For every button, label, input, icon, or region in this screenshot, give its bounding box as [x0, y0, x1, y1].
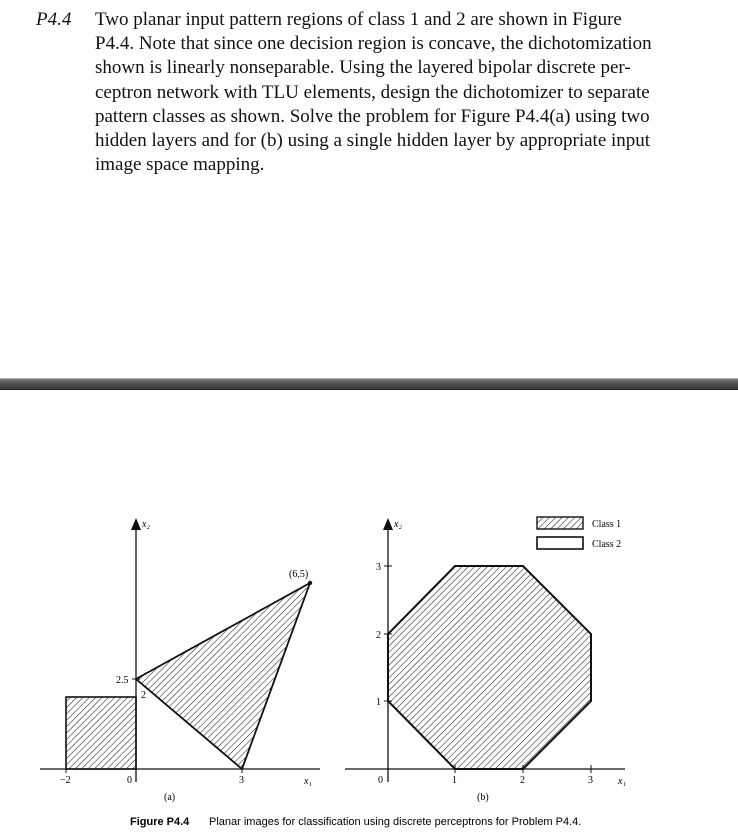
legend — [537, 517, 621, 550]
panel-b — [345, 518, 626, 803]
panel-a-point-label: (6,5) — [289, 569, 309, 580]
problem-line: Two planar input pattern regions of class 1 and 2 are shown in Figure — [95, 9, 622, 30]
caption-text: Planar images for classification using discrete perceptrons for Problem P4.4. — [209, 816, 582, 828]
figure-svg — [0, 500, 738, 833]
panel-a-x-axis-label: x₁ — [304, 776, 312, 787]
panel-a-y-tick-label: 2 — [141, 690, 146, 701]
problem-line: shown is linearly nonseparable. Using the layered bipolar discrete per- — [95, 57, 631, 79]
panel-b-y-arrow-icon — [383, 518, 393, 530]
panel-a-y-arrow-icon — [131, 518, 141, 530]
problem-number: P4.4 — [36, 9, 72, 30]
problem-line: ceptron network with TLU elements, design the dichotomizer to separate — [95, 81, 650, 103]
panel-b-origin-label: 0 — [378, 775, 383, 786]
figure-p4-4 — [0, 500, 738, 833]
panel-b-y-axis-label: x₂ — [394, 519, 402, 530]
legend-class1-swatch — [537, 517, 583, 529]
panel-b-y-tick-label: 2 — [376, 630, 381, 641]
panel-a — [40, 518, 320, 803]
panel-a-y-tick-label: 2.5 — [116, 675, 129, 686]
panel-b-y-tick-label: 1 — [376, 697, 381, 708]
panel-a-square-region — [66, 697, 136, 769]
legend-class1-label: Class 1 — [592, 519, 622, 530]
panel-b-label: (b) — [477, 792, 489, 803]
legend-class2-label: Class 2 — [592, 539, 622, 550]
problem-line: P4.4. Note that since one decision region is concave, the dichotomization — [95, 33, 652, 55]
panel-b-y-tick-label: 3 — [376, 562, 381, 573]
panel-b-x-axis-label: x₁ — [618, 776, 626, 787]
panel-a-x-tick-label: 3 — [239, 775, 244, 786]
page-divider — [0, 378, 738, 390]
panel-a-origin-label: 0 — [127, 775, 132, 786]
problem-line: pattern classes as shown. Solve the problem for Figure P4.4(a) using two — [95, 105, 650, 127]
panel-b-x-tick-label: 3 — [588, 775, 593, 786]
panel-a-x-tick-label: −2 — [60, 775, 71, 786]
problem-line: hidden layers and for (b) using a single hidden layer by appropriate input — [95, 130, 651, 152]
panel-a-triangle-region — [136, 583, 310, 769]
problem-statement — [95, 8, 710, 177]
panel-a-label: (a) — [164, 792, 176, 803]
figure-caption — [130, 816, 581, 828]
panel-b-x-tick-label: 2 — [520, 775, 525, 786]
panel-a-y-axis-label: x₂ — [142, 519, 150, 530]
panel-b-x-tick-label: 1 — [452, 775, 457, 786]
problem-line: image space mapping. — [95, 154, 265, 176]
caption-prefix: Figure P4.4 — [130, 816, 190, 828]
panel-b-octagon-region — [388, 566, 591, 769]
legend-class2-swatch — [537, 537, 583, 549]
panel-a-vertex-marker — [308, 581, 312, 585]
